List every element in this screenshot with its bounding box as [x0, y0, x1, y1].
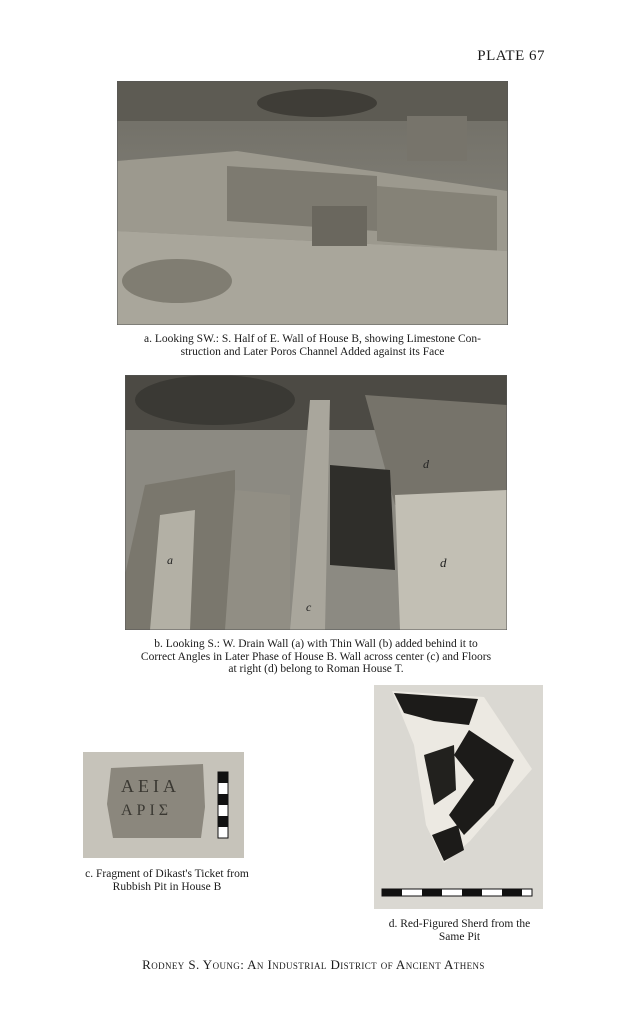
- caption-b: [110, 638, 522, 676]
- photo-d-red-figured-sherd: [374, 685, 543, 909]
- photo-label-c: c: [306, 600, 312, 614]
- scale-bar-d: [382, 889, 532, 896]
- caption-line: at right (d) belong to Roman House T.: [228, 663, 404, 675]
- photo-a-house-wall: [117, 81, 508, 325]
- caption-line: b. Looking S.: W. Drain Wall (a) with Thin Wall (b) added behind it to: [154, 638, 478, 650]
- photo-label-a: a: [167, 553, 173, 567]
- inscription-line-2: ΑΡΙΣ: [121, 802, 173, 819]
- photo-b-drain-wall: [125, 375, 507, 630]
- running-footer: Rodney S. Young: An Industrial District of Ancient Athens: [142, 957, 485, 972]
- caption-line: Correct Angles in Later Phase of House B. Wall across center (c) and Floors: [140, 650, 492, 663]
- caption-line: d. Red-Figured Sherd from the: [388, 918, 531, 930]
- plate-number: PLATE 67: [477, 48, 545, 64]
- caption-line: Same Pit: [438, 930, 481, 943]
- caption-c: [72, 868, 262, 893]
- caption-a: [110, 333, 515, 358]
- caption-line: struction and Later Poros Channel Added against its Face: [180, 345, 445, 358]
- photo-label-d: d: [423, 457, 429, 471]
- photo-c-dikast-ticket: [83, 752, 244, 858]
- scale-bar-c: [218, 772, 228, 838]
- caption-line: c. Fragment of Dikast's Ticket from: [85, 868, 249, 880]
- caption-line: Rubbish Pit in House B: [112, 880, 222, 893]
- photo-label-d: d: [440, 555, 447, 570]
- caption-d: [372, 918, 547, 943]
- inscription-line-1: ΑΕΙΑ: [121, 776, 180, 796]
- caption-line: a. Looking SW.: S. Half of E. Wall of House B, showing Limestone Con-: [143, 333, 482, 345]
